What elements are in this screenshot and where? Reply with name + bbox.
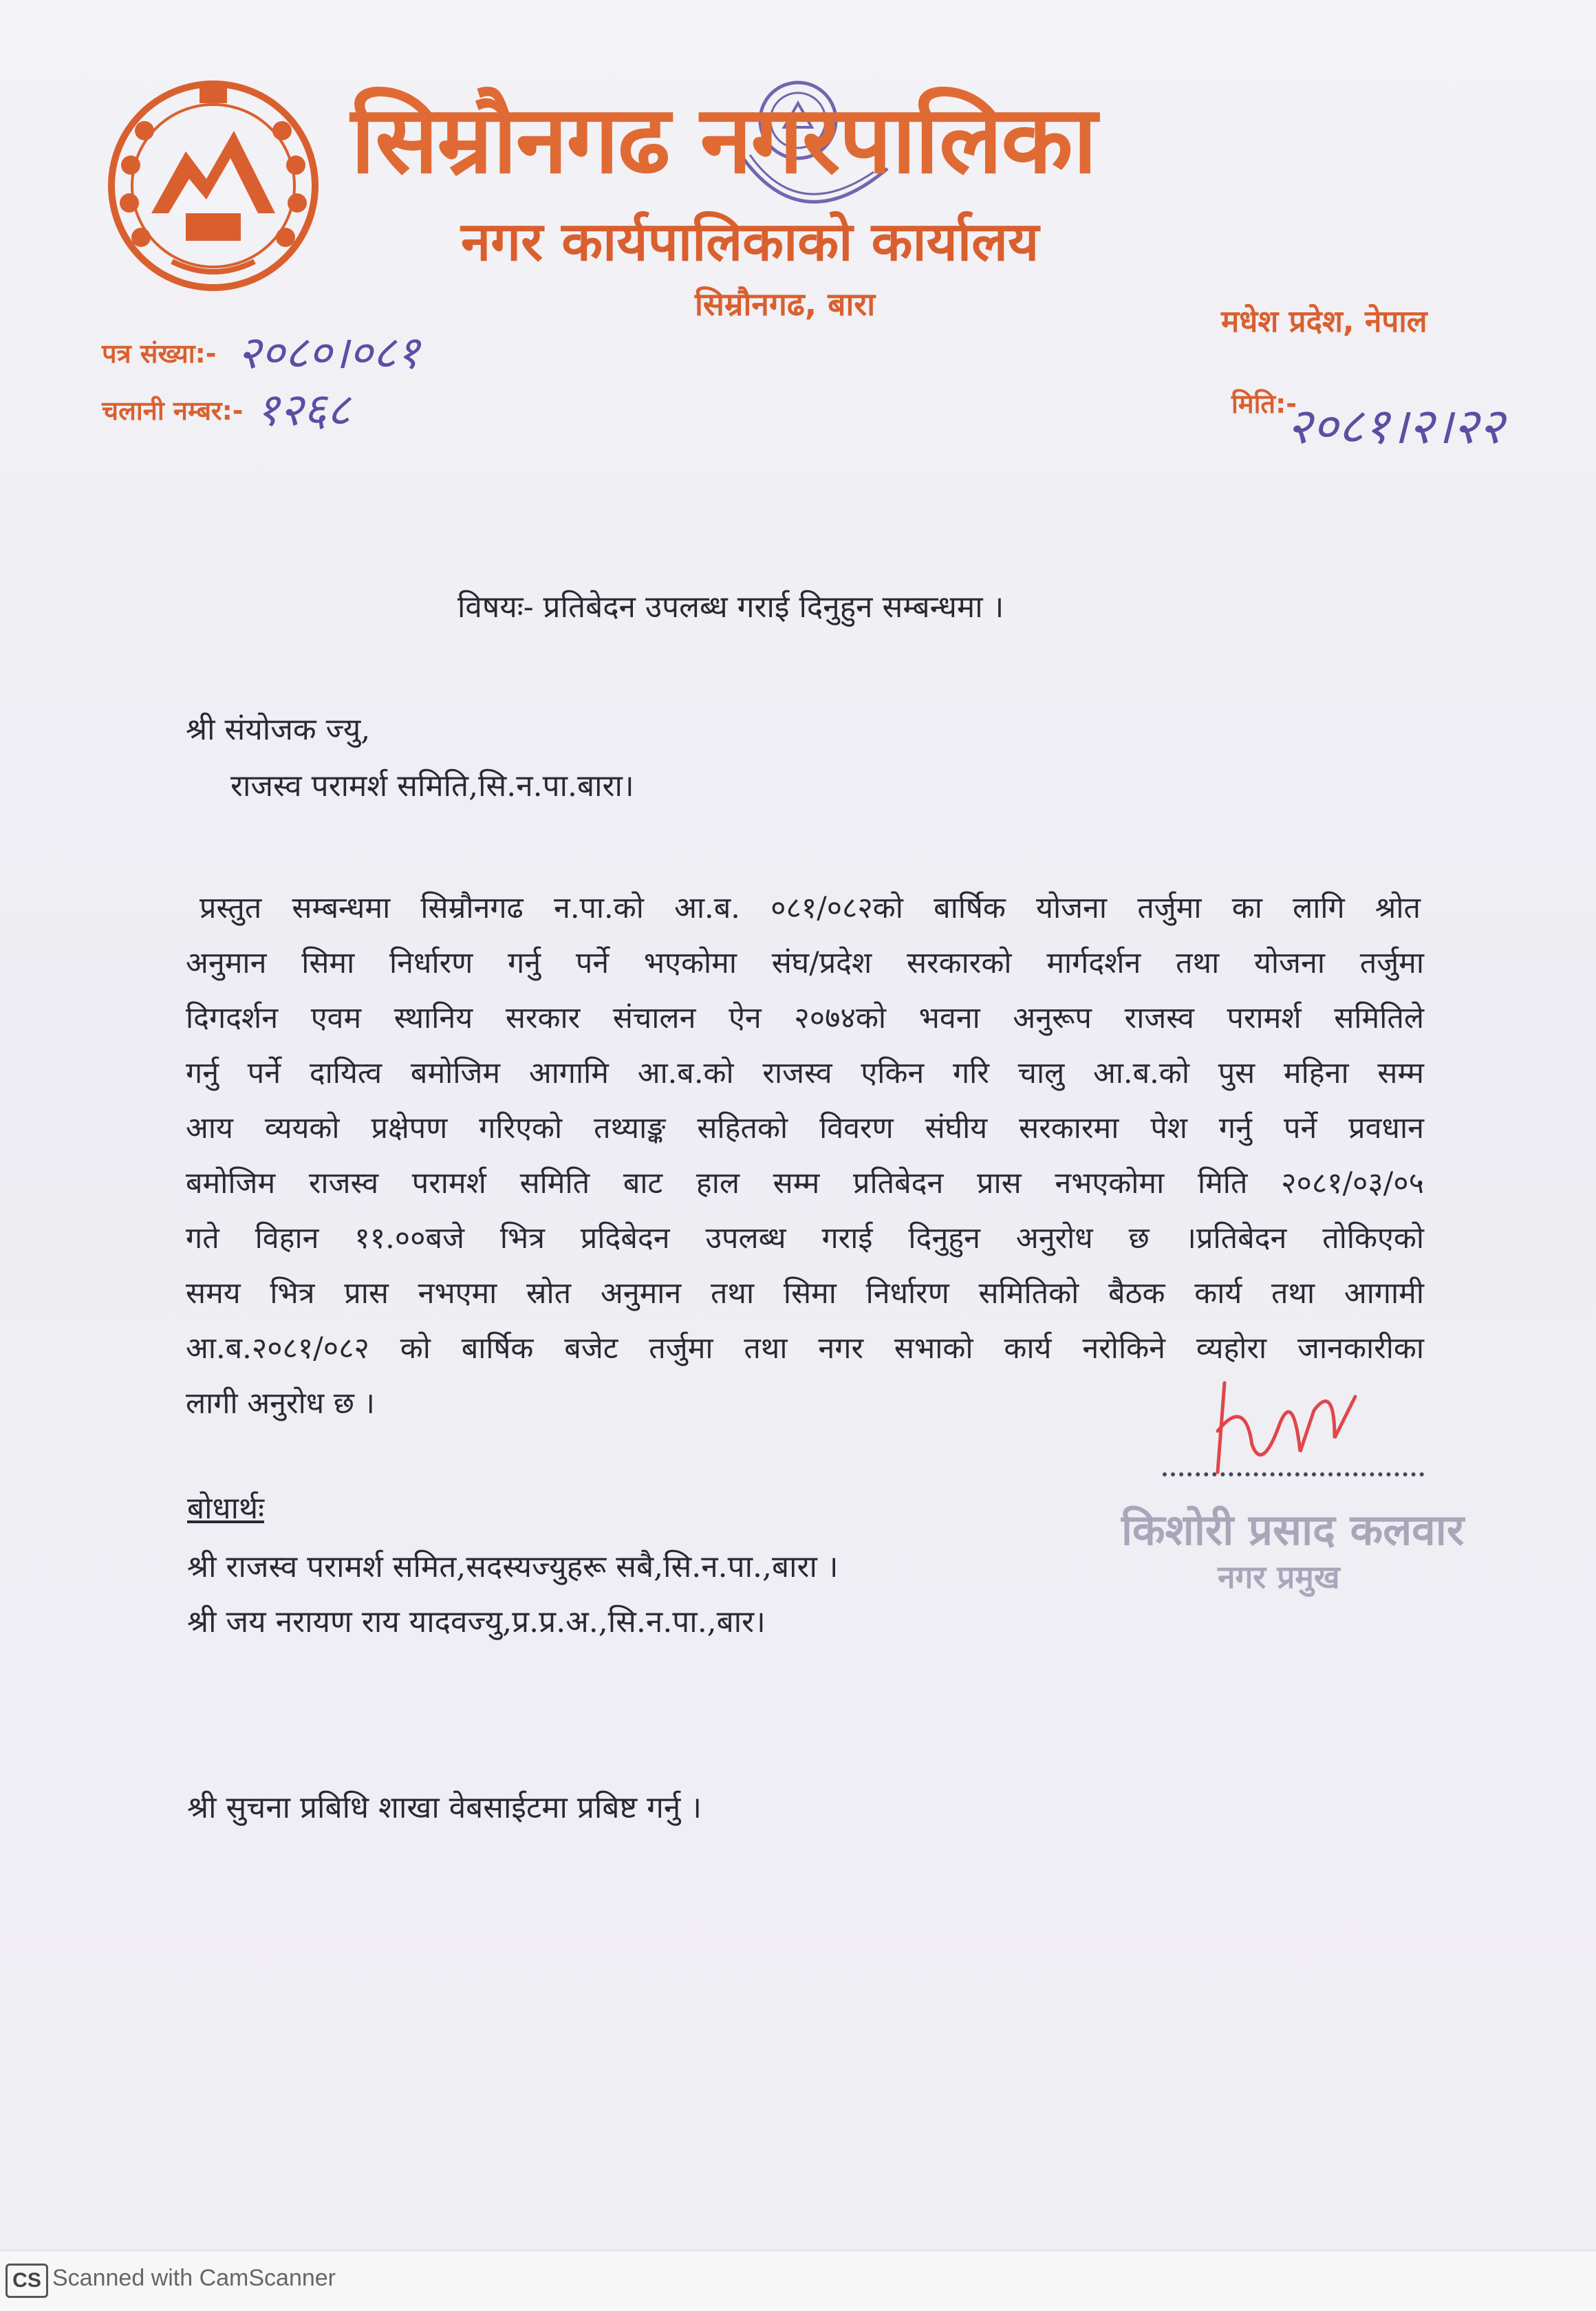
signatory-name-stamp: किशोरी प्रसाद कलवार [1121, 1505, 1465, 1555]
body-line: दिगदर्शन एवम स्थानिय सरकार संचालन ऐन २०७४को भवना अनुरूप राजस्व परामर्श समितिले [186, 1001, 1424, 1035]
cc-line-2: श्री जय नरायण राय यादवज्यु,प्र.प्र.अ.,सि.न.पा.,बार। [187, 1604, 766, 1640]
body-line: लागी अनुरोध छ । [186, 1386, 375, 1421]
handwritten-signature [1197, 1369, 1376, 1486]
municipality-location: सिम्रौनगढ, बारा [695, 286, 876, 323]
signature-line [1163, 1472, 1424, 1476]
date-label: मिति:- [1231, 389, 1297, 419]
body-line: समय भित्र प्रास नभएमा स्रोत अनुमान तथा सिमा निर्धारण समितिको बैठक कार्य तथा आगामी [186, 1276, 1424, 1311]
signatory-title-stamp: नगर प्रमुख [1218, 1558, 1340, 1595]
date-value: २०८१।२।२२ [1286, 397, 1505, 455]
letter-subject: विषयः- प्रतिबेदन उपलब्ध गराई दिनुहुन सम्बन्धमा । [457, 590, 1004, 625]
body-line: बमोजिम राजस्व परामर्श समिति बाट हाल सम्म प्रतिबेदन प्रास नभएकोमा मिति २०८१/०३/०५ [186, 1166, 1424, 1201]
letter-number-label: पत्र संख्या:- [102, 338, 217, 369]
body-line: गर्नु पर्ने दायित्व बमोजिम आगामि आ.ब.को राजस्व एकिन गरि चालु आ.ब.को पुस महिना सम्म [186, 1056, 1424, 1090]
body-line: आय व्ययको प्रक्षेपण गरिएको तथ्याङ्क सहितको विवरण संघीय सरकारमा पेश गर्नु पर्ने प्रवधान [186, 1111, 1424, 1146]
website-posting-note: श्री सुचना प्रबिधि शाखा वेबसाईटमा प्रबिष्ट गर्नु । [187, 1790, 702, 1825]
cc-line-1: श्री राजस्व परामर्श समित,सदस्यज्युहरू सबै,सि.न.पा.,बारा । [187, 1549, 839, 1584]
addressee-line-2: राजस्व परामर्श समिति,सि.न.पा.बारा। [230, 768, 634, 804]
body-line: गते विहान ११.००बजे भित्र प्रदिबेदन उपलब्ध गराई दिनुहुन अनुरोध छ ।प्रतिबेदन तोकिएको [186, 1221, 1424, 1256]
office-name-subheading: नगर कार्यपालिकाको कार्यालय [461, 211, 1039, 273]
camscanner-logo-icon: CS [6, 2264, 48, 2298]
body-line: अनुमान सिमा निर्धारण गर्नु पर्ने भएकोमा संघ/प्रदेश सरकारको मार्गदर्शन तथा योजना तर्जुमा [186, 946, 1424, 980]
municipality-emblem-logo [103, 76, 323, 296]
camscanner-watermark-text: Scanned with CamScanner [52, 2265, 336, 2291]
addressee-line-1: श्री संयोजक ज्यु, [186, 712, 371, 747]
letter-number-value: २०८०।०८१ [237, 326, 420, 379]
body-line: आ.ब.२०८१/०८२ को बार्षिक बजेट तर्जुमा तथा नगर सभाको कार्य नरोकिने व्यहोरा जानकारीका [186, 1331, 1424, 1366]
dispatch-number-label: चलानी नम्बर:- [102, 396, 244, 426]
municipality-name-heading: सिम्रौनगढ नगरपालिका [351, 86, 1096, 195]
cc-heading: बोधार्थः [187, 1491, 264, 1526]
province-country: मधेश प्रदेश, नेपाल [1221, 304, 1427, 339]
dispatch-number-value: १२६८ [256, 383, 351, 436]
body-line: प्रस्तुत सम्बन्धमा सिम्रौनगढ न.पा.को आ.ब. ०८१/०८२को बार्षिक योजना तर्जुमा का लागि श्रोत [200, 891, 1421, 925]
